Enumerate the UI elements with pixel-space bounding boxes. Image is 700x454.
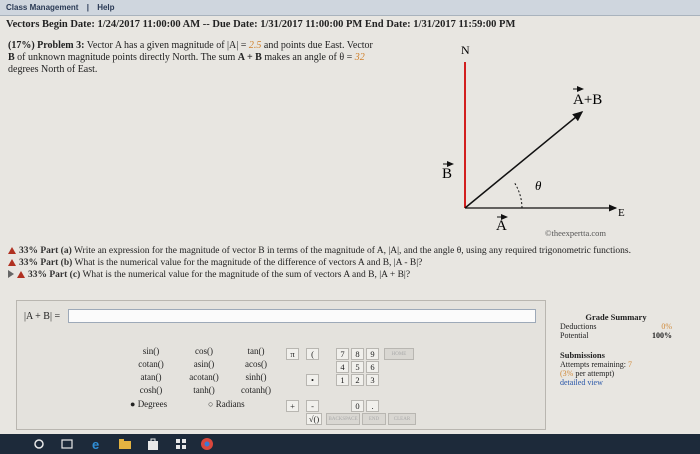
menu-class-management[interactable]: Class Management — [6, 3, 79, 12]
key-sinh[interactable]: sinh() — [245, 372, 267, 382]
part-b[interactable]: 33% Part (b) What is the numerical value for the magnitude of the difference of vectors A and B, |A - B|? — [8, 258, 668, 269]
key-cotan[interactable]: cotan() — [138, 359, 164, 369]
store-icon[interactable] — [146, 437, 160, 451]
key-9[interactable]: 9 — [366, 348, 379, 360]
answer-label: |A + B| = — [24, 311, 61, 322]
cortana-circle-icon[interactable] — [32, 437, 46, 451]
warning-icon — [17, 271, 25, 278]
windows-grid-icon[interactable] — [174, 437, 188, 451]
svg-text:e: e — [92, 437, 100, 451]
multiply-icon: • — [311, 375, 314, 385]
key-5[interactable]: 5 — [351, 361, 364, 373]
part-c[interactable]: 33% Part (c) What is the numerical value for the magnitude of the sum of vectors A and B, |A + B|? — [8, 270, 668, 281]
key-sin[interactable]: sin() — [142, 346, 160, 356]
key-8[interactable]: 8 — [351, 348, 364, 360]
key-2[interactable]: 2 — [351, 374, 364, 386]
key-decimal[interactable]: . — [366, 400, 379, 412]
key-acotan[interactable]: acotan() — [189, 372, 219, 382]
menu-separator: | — [86, 3, 89, 12]
key-cos[interactable]: cos() — [195, 346, 213, 356]
problem-number: (17%) Problem 3: — [8, 40, 85, 51]
calculator-keypad — [126, 346, 426, 426]
problem-statement: (17%) Problem 3: Vector A has a given magnitude of |A| = 2.5 and points due East. Vector B of unknown magnitude points directly North. The sum A + B makes an angle of θ = 32 degrees North of East. — [8, 40, 373, 75]
warning-icon — [8, 247, 16, 254]
part-a[interactable]: 33% Part (a) Write an expression for the magnitude of vector B in terms of the magnitude of A, |A|, and the angle θ, using any required trigonometric functions. — [8, 246, 668, 257]
copyright-text: ©theexpertta.com — [545, 228, 606, 238]
key-tan[interactable]: tan() — [247, 346, 265, 356]
attempts-remaining: Attempts remaining: 7 — [560, 360, 632, 369]
key-acos[interactable]: acos() — [245, 359, 267, 369]
key-3[interactable]: 3 — [366, 374, 379, 386]
problem-parts — [8, 246, 668, 282]
east-label: E — [618, 207, 625, 219]
degrees-radio[interactable]: ● Degrees — [130, 399, 168, 409]
a-magnitude-value: 2.5 — [248, 40, 262, 51]
key-6[interactable]: 6 — [366, 361, 379, 373]
key-clear[interactable]: CLEAR — [388, 413, 416, 425]
answer-input[interactable] — [68, 309, 536, 323]
key-end[interactable]: END — [362, 413, 386, 425]
file-explorer-icon[interactable] — [118, 437, 132, 451]
grade-summary — [556, 312, 676, 387]
key-cotanh[interactable]: cotanh() — [241, 385, 271, 395]
key-asin[interactable]: asin() — [193, 359, 215, 369]
key-backspace[interactable]: BACKSPACE — [326, 413, 360, 425]
key-minus[interactable]: - — [306, 400, 319, 412]
key-atan[interactable]: atan() — [140, 372, 162, 382]
os-taskbar — [0, 434, 700, 454]
key-4[interactable]: 4 — [336, 361, 349, 373]
key-1[interactable]: 1 — [336, 374, 349, 386]
key-home[interactable]: HOME — [384, 348, 414, 360]
radians-radio[interactable]: ○ Radians — [208, 399, 245, 409]
potential-row: Potential 100% — [560, 331, 672, 340]
angle-arc — [514, 182, 522, 208]
radio-unchecked-icon: ○ — [208, 399, 216, 409]
key-cosh[interactable]: cosh() — [139, 385, 163, 395]
key-7[interactable]: 7 — [336, 348, 349, 360]
deductions-row: Deductions 0% — [560, 322, 672, 331]
key-tanh[interactable]: tanh() — [193, 385, 215, 395]
radio-checked-icon: ● — [130, 399, 138, 409]
north-label: N — [461, 43, 470, 57]
b-vector-label: B — [442, 166, 453, 182]
vector-diagram — [430, 40, 670, 240]
key-pi[interactable]: π — [286, 348, 299, 360]
sum-vector — [465, 112, 582, 208]
submissions-title: Submissions — [560, 350, 605, 360]
grade-summary-title: Grade Summary — [585, 312, 647, 322]
menu-help[interactable]: Help — [97, 3, 115, 12]
warning-icon — [8, 259, 16, 266]
theta-label: θ — [535, 178, 542, 193]
key-open-paren[interactable]: ( — [306, 348, 319, 360]
key-sqrt[interactable]: √() — [306, 413, 322, 425]
assignment-dates: Vectors Begin Date: 1/24/2017 11:00:00 AM -- Due Date: 1/31/2017 11:00:00 PM End Date: 1/31/2017 11:59:00 PM — [6, 19, 516, 30]
key-plus[interactable]: + — [286, 400, 299, 412]
expand-arrow-icon — [8, 270, 14, 278]
chrome-icon[interactable] — [200, 437, 214, 451]
sum-vector-label: A+B — [573, 92, 603, 108]
task-view-icon[interactable] — [60, 437, 74, 451]
key-0[interactable]: 0 — [351, 400, 364, 412]
a-vector-label: A — [496, 218, 507, 234]
edge-browser-icon[interactable] — [90, 437, 104, 451]
top-menu-bar — [0, 0, 700, 16]
detailed-view-link[interactable]: detailed view — [560, 378, 603, 387]
per-attempt: (3% per attempt) — [560, 369, 615, 378]
theta-value: 32 — [354, 52, 365, 63]
key-multiply[interactable] — [306, 374, 319, 386]
